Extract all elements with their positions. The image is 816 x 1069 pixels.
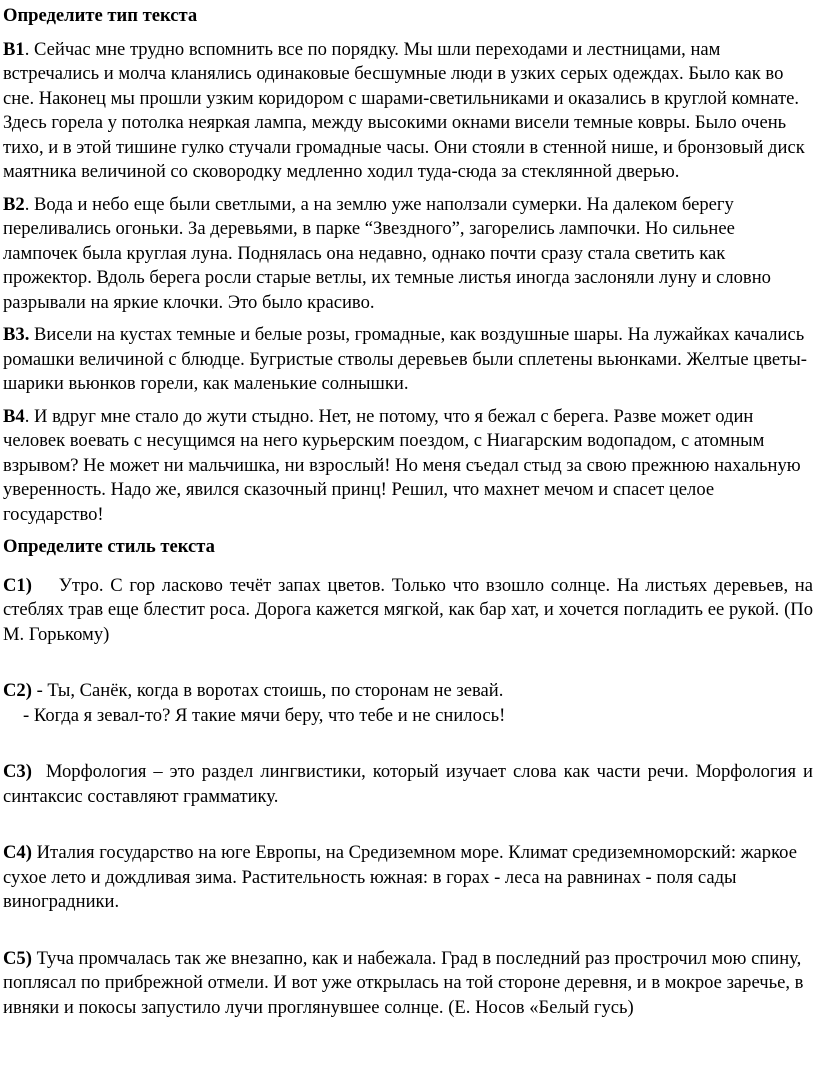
paragraph-label: С5) [3, 947, 32, 969]
paragraph-c5 [3, 947, 813, 1021]
blank-line [3, 655, 813, 679]
dialog-line-1: - Ты, Санёк, когда в воротах стоишь, по сторонам не зевай. [31, 680, 504, 701]
paragraph-label: С4) [3, 842, 32, 863]
paragraph-text: Утро. С гор ласково течёт запах цветов. Только что взошло солнце. На листьях деревьев, на стеблях трав еще блестит роса. Дорога кажется мягкой, как бар хат, и хочется погладить ее рукой. (По М. Горькому) [3, 574, 814, 645]
paragraph-c2 [3, 679, 813, 704]
blank-line [3, 923, 813, 947]
paragraph-c1 [3, 574, 813, 648]
blank-line [3, 817, 813, 841]
paragraph-b2 [3, 193, 813, 316]
paragraph-text: Италия государство на юге Европы, на Средиземном море. Климат средиземноморский: жаркое сухое лето и дождливая зима. Растительность южная: в горах - леса на равнинах - поля сады виноградники. [3, 842, 797, 912]
paragraph-label: С2) [3, 680, 32, 701]
paragraph-text: И вдруг мне стало до жути стыдно. Нет, не потому, что я бежал с берега. Разве может один человек воевать с несущимся на него курьерским поездом, с Ниагарским водопадом, с атомным взрывом? Не может ни мальчишка, ни взрослый! Но меня съедал стыд за свою прежнюю нахальную уверенность. Надо же, явился сказочный принц! Решил, что махнет мечом и спасет целое государство! [3, 405, 801, 525]
paragraph-b3 [3, 323, 813, 397]
paragraph-b1 [3, 38, 813, 185]
paragraph-label: С1) [3, 574, 32, 596]
paragraph-label: В1 [3, 38, 25, 60]
paragraph-label: С3) [3, 761, 32, 782]
paragraph-text: Туча промчалась так же внезапно, как и набежала. Град в последний раз прострочил мою спину, поплясал по прибрежной отмели. И вот уже открылась на той стороне деревня, и в мокрое заречье, в ивняки и покосы запустило лучи проглянувшее солнце. (Е. Носов «Белый гусь) [3, 947, 804, 1018]
paragraph-label: В2 [3, 193, 25, 215]
label-separator: . [24, 38, 34, 60]
paragraph-text: Сейчас мне трудно вспомнить все по порядку. Мы шли переходами и лестницами, нам встречались и молча кланялись одинаковые бесшумные люди в узких серых одеждах. Было как во сне. Наконец мы прошли узким коридором с шарами-светильниками и оказались в круглой комнате. Здесь горела у потолка неяркая лампа, между высокими окнами висели темные ковры. Было очень тихо, и в этой тишине гулко стучали громадные часы. Они стояли в стенной нише, и бронзовый диск маятника величиной со сковородку медленно ходил туда-сюда за стеклянной дверью. [3, 38, 805, 182]
paragraph-text: Висели на кустах темные и белые розы, громадные, как воздушные шары. На лужайках качались ромашки величиной с блюдце. Бугристые стволы деревьев были сплетены вьюнками. Желтые цветы-шарики вьюнков горели, как маленькие солнышки. [3, 324, 807, 394]
blank-line [3, 736, 813, 760]
paragraph-label: В3. [3, 324, 30, 345]
label-separator: . [24, 193, 34, 215]
paragraph-c4 [3, 841, 813, 915]
paragraph-text: Морфология – это раздел лингвистики, который изучает слова как части речи. Морфология и синтаксис составляют грамматику. [3, 761, 814, 807]
section-heading-text-style: Определите стиль текста [3, 536, 215, 557]
paragraph-text: Вода и небо еще были светлыми, а на землю уже наползали сумерки. На далеком берегу переливались огоньки. За деревьями, в парке “Звездного”, загорелись лампочки. Но сильнее лампочек была круглая луна. Поднялась она недавно, однако почти сразу стала светить как прожектор. Вдоль берега росли старые ветлы, их темные листья иногда заслоняли луну и словно разрывали на яркие клочки. Это было красиво. [3, 193, 771, 313]
paragraph-c3 [3, 760, 813, 809]
dialog-line-2: - Когда я зевал-то? Я такие мячи беру, что тебе и не снилось! [23, 704, 506, 726]
section-heading-text-type: Определите тип текста [3, 5, 198, 26]
paragraph-label: В4 [3, 405, 25, 427]
paragraph-b4 [3, 405, 813, 528]
label-separator: . [24, 405, 34, 427]
